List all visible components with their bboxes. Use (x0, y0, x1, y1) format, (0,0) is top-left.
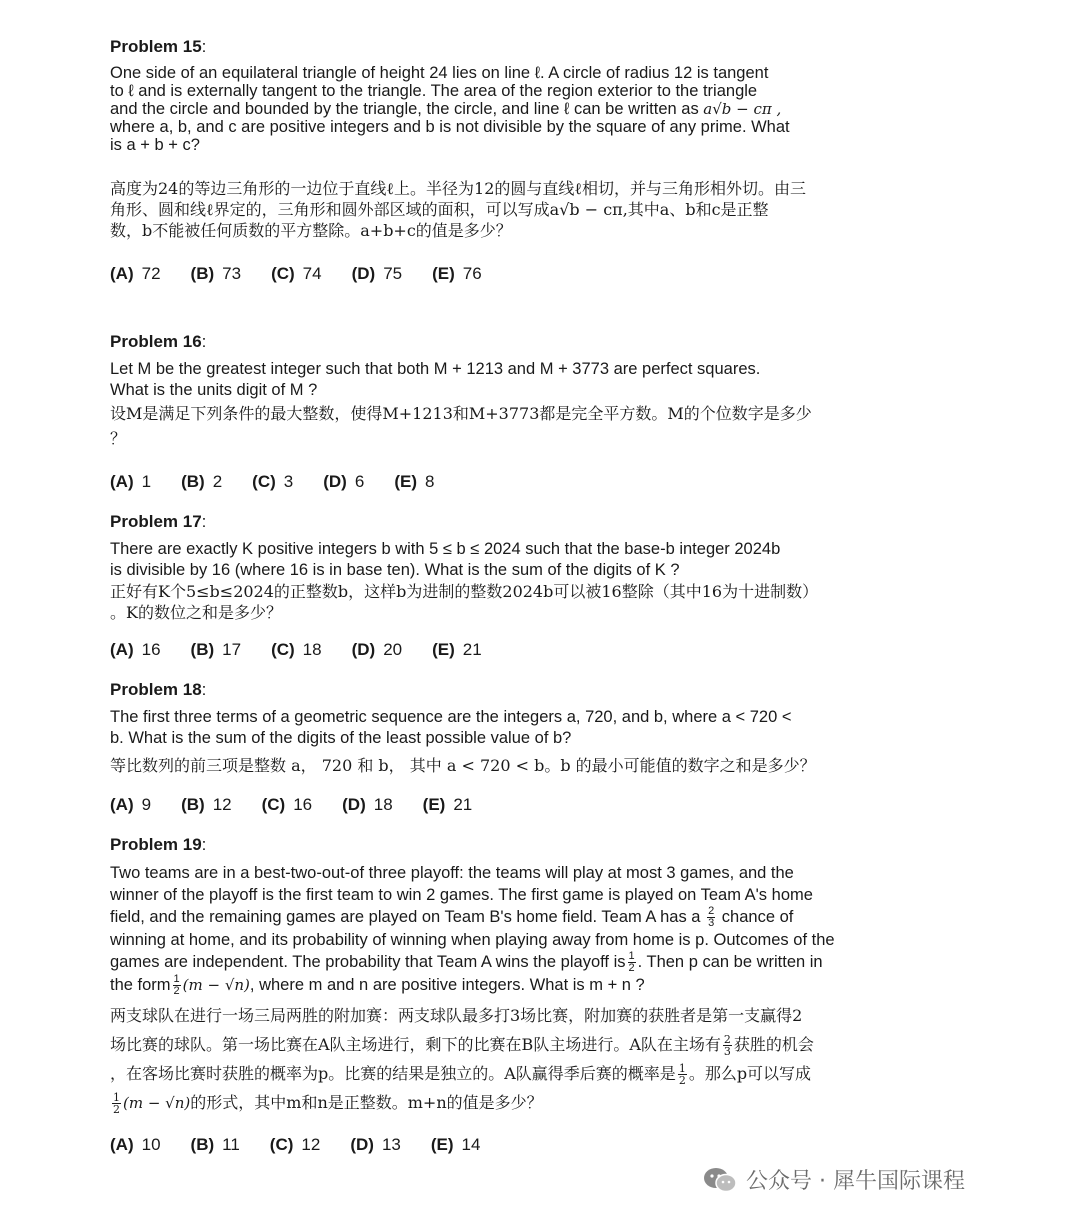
choice-d[interactable]: (D) 20 (351, 640, 403, 659)
choice-d[interactable]: (D) 75 (351, 264, 403, 283)
choice-b[interactable]: (B) 2 (181, 472, 223, 491)
choice-d[interactable]: (D) 6 (323, 472, 365, 491)
answer-choices (110, 1134, 920, 1156)
problem-text-zh: 高度为24的等边三角形的一边位于直线ℓ上。半径为12的圆与直线ℓ相切，并与三角形相外切。由三 角形、圆和线ℓ界定的，三角形和圆外部区域的面积，可以写成a√b − cπ,其中a、b和c是正整 数，b不能被任何质数的平方整除。a+b+c的值是多少？ (110, 179, 807, 240)
fraction-one-half: $\frac{1}{2}$ (678, 1062, 686, 1088)
problem-19 (110, 834, 920, 1156)
fraction-two-thirds: $\frac{2}{3}$ (723, 1033, 731, 1059)
problem-17 (110, 511, 920, 661)
answer-choices (110, 794, 920, 816)
answer-choices (110, 639, 920, 661)
problem-text-en: Two teams are in a best-two-out-of three playoff: the teams will play at most 3 games, and the winner of the playoff is the first team to win 2 games. The first game is played on Team A's home field, and the remaining games are played on Team B's home field. Team A has a $\frac{2}{3}$ chance of winning at home, and its probability of winning when playing away from home is p. Outcomes of the games are independent. The probability that Team A wins the playoff is $\frac{1}{2}$ . Then p can be written in the form $\frac{1}{2}$ (m − √n), where m and n are positive integers. What is m + n ? (110, 864, 835, 998)
problem-title: Problem 17: (110, 512, 207, 531)
formula: a√b − cπ , (703, 100, 782, 118)
choice-e[interactable]: (E) 14 (430, 1135, 481, 1155)
choice-c[interactable]: (C) 18 (271, 640, 322, 659)
choice-b[interactable]: (B) 17 (190, 640, 242, 659)
choice-a[interactable]: (A) 9 (110, 795, 152, 814)
answer-choices (110, 263, 920, 285)
problem-text-en: One side of an equilateral triangle of height 24 lies on line ℓ. A circle of radius 12 is tangent to ℓ and is externally tangent to the triangle. The area of the region exterior to the triangle and the circle and bounded by the triangle, the circle, and line ℓ can be written as a√b − cπ , where a, b, and c are positive integers and b is not divisible by the square of any prime. What is a + b + c? (110, 64, 790, 154)
choice-c[interactable]: (C) 16 (261, 795, 313, 814)
problem-title: Problem 16: (110, 332, 207, 351)
problem-text-en: The first three terms of a geometric sequence are the integers a, 720, and b, where a < 720 < b. What is the sum of the digits of the least possible value of b? (110, 708, 792, 747)
choice-c[interactable]: (C) 74 (271, 264, 322, 283)
wechat-icon (702, 1166, 738, 1194)
problem-18 (110, 679, 920, 816)
fraction-one-half: $\frac{1}{2}$ (173, 973, 180, 998)
problem-text-en: Let M be the greatest integer such that both M + 1213 and M + 3773 are perfect squares. What is the units digit of M ? (110, 360, 761, 399)
choice-c[interactable]: (C) 3 (252, 472, 294, 491)
fraction-two-thirds: $\frac{2}{3}$ (708, 905, 715, 930)
choice-a[interactable]: (A) 72 (110, 264, 161, 283)
watermark (702, 1164, 965, 1195)
problem-title: Problem 15: (110, 37, 207, 56)
choice-a[interactable]: (A) 1 (110, 472, 152, 491)
choice-e[interactable]: (E) 76 (432, 264, 482, 283)
choice-b[interactable]: (B) 73 (190, 264, 242, 283)
choice-a[interactable]: (A) 10 (110, 1135, 161, 1155)
choice-e[interactable]: (E) 8 (394, 472, 435, 491)
choice-e[interactable]: (E) 21 (432, 640, 482, 659)
fraction-one-half: $\frac{1}{2}$ (628, 950, 635, 975)
fraction-one-half: $\frac{1}{2}$ (113, 1091, 120, 1117)
problem-title: Problem 19: (110, 835, 207, 854)
choice-b[interactable]: (B) 11 (190, 1135, 240, 1155)
problem-16 (110, 331, 920, 493)
choice-e[interactable]: (E) 21 (422, 795, 473, 814)
problem-15 (110, 36, 920, 285)
choice-b[interactable]: (B) 12 (181, 795, 232, 814)
choice-a[interactable]: (A) 16 (110, 640, 161, 659)
choice-d[interactable]: (D) 18 (342, 795, 393, 814)
problem-title: Problem 18: (110, 680, 207, 699)
problem-text-zh: 等比数列的前三项是整数 a， 720 和 b， 其中 a < 720 < b。b 的最小可能值的数字之和是多少？ (110, 756, 816, 775)
answer-choices (110, 471, 920, 493)
problem-text-en: There are exactly K positive integers b with 5 ≤ b ≤ 2024 such that the base-b integer 2024b is divisible by 16 (where 16 is in base ten). What is the sum of the digits of K ? (110, 540, 781, 579)
document-body (110, 36, 920, 1156)
watermark-text: 公众号 · 犀牛国际课程 (746, 1169, 965, 1194)
problem-text-zh: 设M是满足下列条件的最大整数，使得M+1213和M+3773都是完全平方数。M的个位数字是多少 ？ (110, 404, 812, 448)
problem-text-zh: 两支球队在进行一场三局两胜的附加赛：两支球队最多打3场比赛，附加赛的获胜者是第一支赢得2 场比赛的球队。第一场比赛在A队主场进行，剩下的比赛在B队主场进行。A队在主场有 $\frac{2}{3}$ 获胜的机会 ，在客场比赛时获胜的概率为p。比赛的结果是独立的。A队赢得季后赛的概率是 $\frac{1}{2}$ 。那么p可以写成 $\frac{1}{2}$ (m − √n)的形式，其中m和n是正整数。m+n的值是多少？ (110, 1006, 814, 1117)
choice-c[interactable]: (C) 12 (269, 1135, 321, 1155)
problem-text-zh: 正好有K个5≤b≤2024的正整数b，这样b为进制的整数2024b可以被16整除（其中16为十进制数） 。K的数位之和是多少？ (110, 582, 819, 622)
choice-d[interactable]: (D) 13 (350, 1135, 401, 1155)
